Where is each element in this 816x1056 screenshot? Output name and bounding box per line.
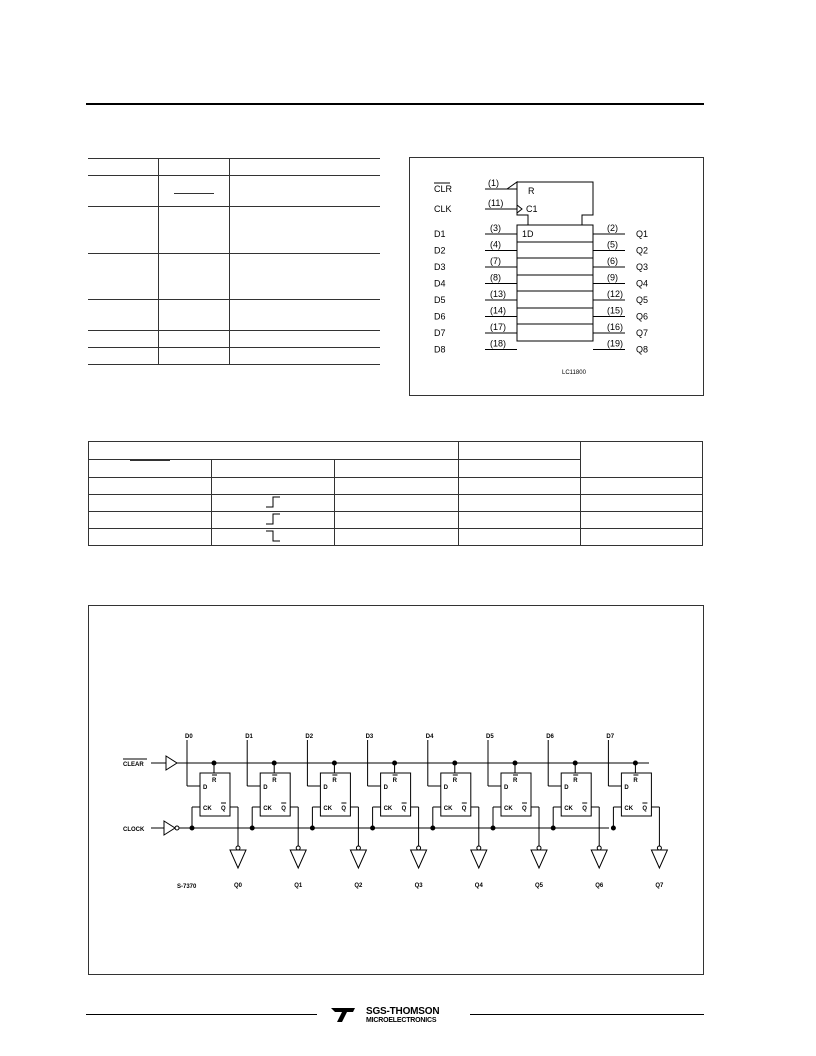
junction-dot — [393, 761, 397, 765]
ff-qbar-label: Q — [582, 806, 587, 812]
data-input-label: D4 — [425, 734, 434, 740]
data-label: 1D — [522, 229, 534, 239]
data-input-label: D6 — [434, 311, 446, 322]
ff-r-label: R — [272, 778, 277, 784]
output-label: Q2 — [354, 883, 363, 889]
buffer-bubble — [296, 846, 300, 850]
ff-r-label: R — [392, 778, 397, 784]
footer-rule-right — [470, 1014, 704, 1015]
junction-dot — [573, 761, 577, 765]
output-label: Q2 — [636, 245, 649, 256]
ff-ck-label: CK — [323, 806, 333, 812]
ff-d-label: D — [443, 785, 449, 791]
ff-d-label: D — [564, 785, 569, 791]
clr-label: CLR — [434, 184, 453, 194]
data-input-label: D5 — [486, 734, 494, 740]
ff-ck-label: CK — [624, 806, 634, 812]
ff-d-label: D — [203, 785, 208, 791]
ff-ck-label: CK — [383, 806, 393, 812]
ff-r-label: R — [513, 778, 518, 784]
junction-dot — [212, 761, 216, 765]
ff-qbar-label: Q — [522, 806, 527, 812]
diagram-code: S-7370 — [177, 884, 197, 890]
output-pin: (19) — [607, 338, 624, 349]
clock-label: C1 — [526, 204, 538, 214]
output-label: Q0 — [234, 883, 243, 889]
inverting-buffer — [591, 850, 607, 868]
data-input-label: D7 — [606, 734, 615, 740]
data-input-label: D0 — [185, 734, 193, 740]
clear-label: CLEAR — [123, 762, 144, 768]
data-input-label: D1 — [434, 229, 446, 239]
data-input-label: D4 — [434, 278, 446, 289]
data-input-label: D6 — [546, 734, 554, 740]
junction-dot — [332, 761, 336, 765]
footer-brand — [366, 1007, 439, 1025]
buffer-bubble — [356, 846, 360, 850]
inverting-buffer — [651, 850, 667, 868]
output-label: Q5 — [636, 295, 649, 305]
ff-r-label: R — [452, 778, 458, 784]
data-input-pin: (3) — [490, 223, 501, 233]
logic-diagram-figure — [89, 606, 703, 974]
overbar-mark — [174, 193, 214, 194]
junction-dot — [491, 826, 495, 830]
brand-sub: MICROELECTRONICS — [366, 1017, 437, 1024]
data-input-label: D8 — [434, 344, 446, 355]
ff-d-label: D — [263, 785, 268, 791]
falling-edge-icon — [265, 530, 281, 542]
buffer-bubble — [236, 846, 240, 850]
data-input-pin: (8) — [490, 272, 501, 283]
output-pin: (2) — [607, 223, 618, 233]
clock-label: CLOCK — [123, 827, 145, 833]
junction-dot — [551, 826, 555, 830]
ff-d-label: D — [504, 785, 509, 791]
output-pin: (5) — [607, 239, 618, 250]
output-label: Q6 — [595, 883, 604, 889]
data-input-label: D3 — [434, 262, 446, 272]
junction-dot — [453, 761, 457, 765]
ff-qbar-label: Q — [341, 806, 347, 812]
junction-dot — [611, 826, 615, 830]
inverting-buffer — [230, 850, 246, 868]
data-input-pin: (4) — [490, 239, 501, 250]
junction-dot — [190, 826, 194, 830]
ff-qbar-label: Q — [461, 806, 467, 812]
data-input-pin: (13) — [490, 289, 507, 299]
junction-dot — [250, 826, 254, 830]
ff-r-label: R — [573, 778, 578, 784]
overbar-mark — [130, 460, 170, 461]
ff-ck-label: CK — [263, 806, 272, 812]
inverting-buffer — [531, 850, 547, 868]
logic-symbol-figure — [410, 158, 703, 395]
buffer-bubble — [417, 846, 421, 850]
output-label: Q1 — [294, 883, 303, 889]
output-label: Q7 — [636, 328, 649, 338]
output-label: Q7 — [655, 883, 664, 889]
data-input-label: D3 — [365, 734, 374, 740]
output-label: Q8 — [636, 344, 649, 355]
ff-ck-label: CK — [564, 806, 573, 812]
junction-dot — [431, 826, 435, 830]
data-input-pin: (17) — [490, 322, 507, 332]
output-label: Q6 — [636, 311, 649, 322]
ff-qbar-label: Q — [221, 806, 226, 812]
data-input-pin: (18) — [490, 338, 507, 349]
junction-dot — [272, 761, 276, 765]
inverting-buffer — [471, 850, 487, 868]
output-pin: (9) — [607, 272, 618, 283]
clk-label: CLK — [434, 204, 452, 214]
header-rule — [86, 103, 704, 105]
data-input-pin: (7) — [490, 256, 501, 266]
buffer-bubble — [597, 846, 601, 850]
output-pin: (6) — [607, 256, 618, 266]
ff-qbar-label: Q — [401, 806, 407, 812]
ff-r-label: R — [212, 778, 217, 784]
brand-name: SGS-THOMSON — [366, 1006, 440, 1017]
st-logo-icon — [329, 1006, 357, 1024]
buffer-bubble — [537, 846, 541, 850]
data-input-label: D5 — [434, 295, 446, 305]
output-label: Q1 — [636, 229, 649, 239]
ff-ck-label: CK — [203, 806, 212, 812]
ff-qbar-label: Q — [642, 806, 648, 812]
data-input-pin: (14) — [490, 305, 507, 316]
inverting-buffer — [290, 850, 306, 868]
footer-rule-left — [86, 1014, 317, 1015]
output-label: Q4 — [636, 278, 649, 289]
ff-d-label: D — [624, 785, 629, 791]
output-label: Q5 — [535, 883, 544, 889]
ff-qbar-label: Q — [281, 806, 286, 812]
output-label: Q3 — [414, 883, 423, 889]
data-input-label: D7 — [434, 328, 446, 338]
rising-edge-icon — [265, 496, 281, 508]
ff-ck-label: CK — [504, 806, 513, 812]
logic-symbol-code: LC11800 — [562, 370, 586, 376]
ff-d-label: D — [383, 785, 388, 791]
buffer-bubble — [657, 846, 661, 850]
junction-dot — [310, 826, 314, 830]
output-label: Q3 — [636, 262, 649, 272]
truth-table — [88, 441, 703, 546]
ff-r-label: R — [332, 778, 337, 784]
inverting-buffer — [411, 850, 427, 868]
clk-pin: (11) — [488, 198, 504, 208]
reset-label: R — [528, 186, 535, 196]
buffer-bubble — [477, 846, 481, 850]
data-input-label: D2 — [305, 734, 314, 740]
logic-diagram-panel — [88, 605, 704, 975]
logic-symbol-panel — [409, 157, 704, 396]
ff-r-label: R — [633, 778, 638, 784]
output-label: Q4 — [474, 883, 483, 889]
data-input-label: D2 — [434, 245, 446, 256]
junction-dot — [633, 761, 637, 765]
rising-edge-icon — [265, 513, 281, 525]
junction-dot — [371, 826, 375, 830]
data-input-label: D1 — [245, 734, 253, 740]
ff-d-label: D — [323, 785, 328, 791]
junction-dot — [513, 761, 517, 765]
output-pin: (16) — [607, 322, 624, 332]
ff-ck-label: CK — [443, 806, 453, 812]
clr-pin: (1) — [488, 178, 499, 188]
pin-description-table — [88, 158, 380, 365]
inverting-buffer — [350, 850, 366, 868]
output-pin: (15) — [607, 305, 624, 316]
output-pin: (12) — [607, 289, 624, 299]
